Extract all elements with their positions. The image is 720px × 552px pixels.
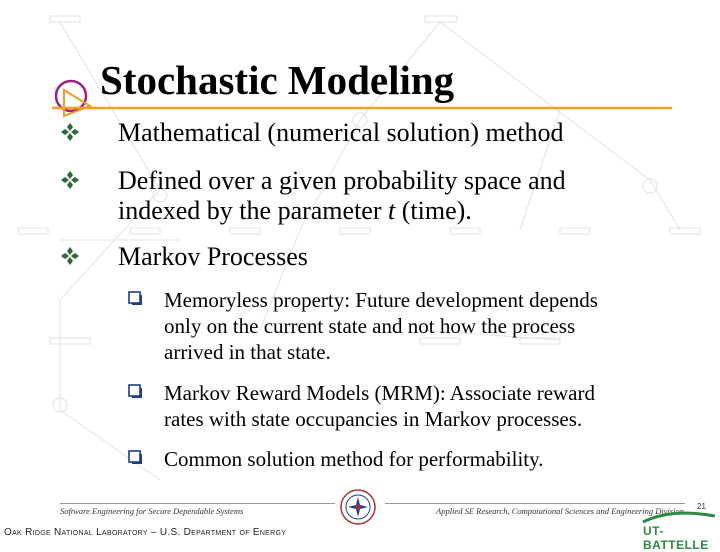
bullet-text-line1: Defined over a given probability space and (118, 166, 566, 195)
bullet-text-line2 (118, 196, 678, 226)
sub-bullet-line: Common solution method for performability. (164, 447, 544, 471)
square-box-bullet-icon (128, 291, 143, 306)
square-box-bullet-icon (128, 450, 143, 465)
bullet-text-line2-italic: t (388, 196, 396, 225)
footer-rule-left (60, 503, 335, 504)
diamond-quad-bullet-icon (60, 122, 80, 142)
bullet-text: Mathematical (numerical solution) method (118, 118, 564, 147)
organization-footer: Oak Ridge National Laboratory – U.S. Department of Energy (4, 527, 287, 538)
sub-bullet-line: arrived in that state. (164, 340, 331, 364)
footer-left-text: Software Engineering for Secure Dependable Systems (60, 506, 244, 516)
sub-bullet-line: only on the current state and not how the process (164, 314, 576, 338)
sub-bullet-line: rates with state occupancies in Markov processes. (164, 407, 583, 431)
square-box-bullet-icon (128, 384, 143, 399)
bullet-text-line2-prefix: indexed by the parameter (118, 196, 388, 225)
ut-battelle-logo (641, 510, 717, 552)
page-number: 21 (697, 502, 706, 511)
bullet-text-line2-suffix: (time). (395, 196, 472, 225)
bullet-text: Markov Processes (118, 242, 308, 271)
logo-text: UT-BATTELLE (643, 524, 709, 552)
footer-right-text: Applied SE Research, Computational Sciences and Engineering Division (436, 506, 685, 516)
doe-seal-icon (339, 488, 377, 526)
sub-bullet-line: Markov Reward Models (MRM): Associate reward (164, 381, 595, 405)
diamond-quad-bullet-icon (60, 170, 80, 190)
sub-bullet-line: Memoryless property: Future development depends (164, 288, 598, 312)
footer-rule-right (385, 503, 685, 504)
diamond-quad-bullet-icon (60, 246, 80, 266)
slide-title: Stochastic Modeling (100, 57, 455, 103)
logo-swoosh-icon (641, 510, 717, 524)
